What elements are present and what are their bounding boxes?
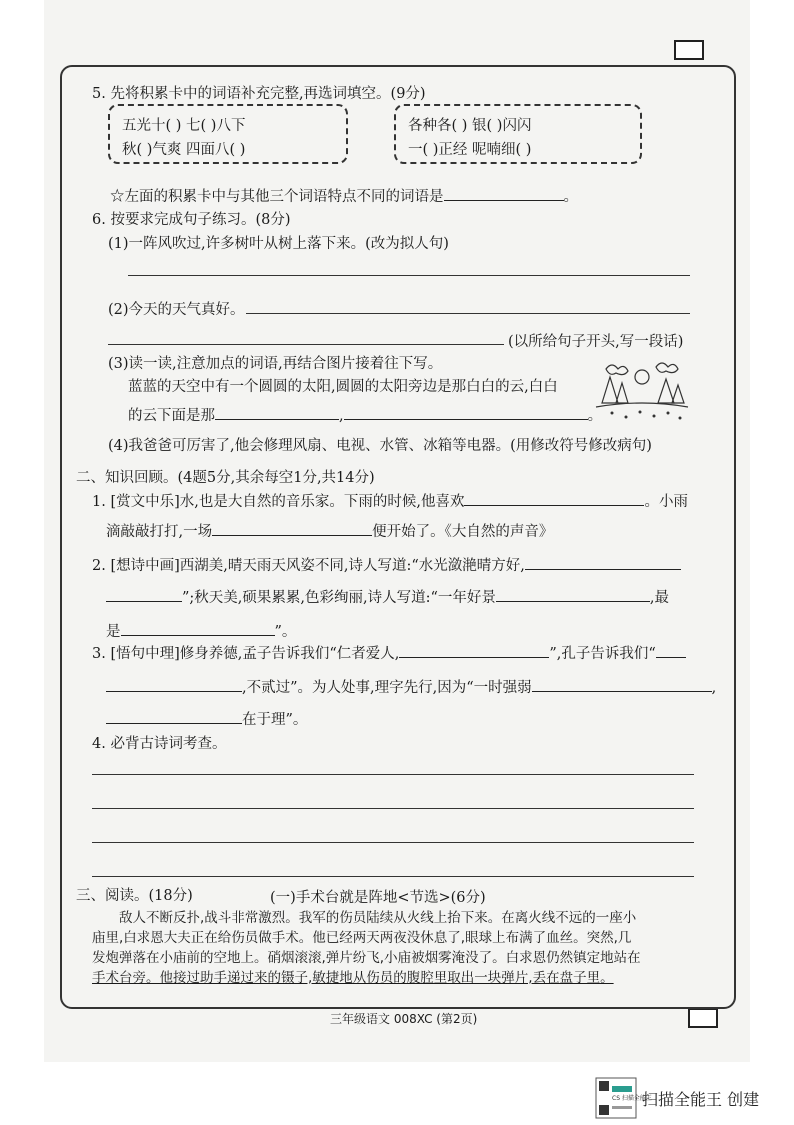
reading-passage (92, 908, 698, 988)
s2-q3-line3 (106, 708, 307, 729)
q6-s3-comma: , (339, 408, 344, 424)
s2-q2-blank-2[interactable] (106, 587, 182, 602)
s2-q2-blank-3[interactable] (496, 587, 650, 602)
s2-q3-c: ,不贰过”。为人处事,理字先行,因为“一时强弱 (242, 680, 532, 696)
s2-q2-blank-4[interactable] (121, 621, 275, 636)
q6-s3-end: 。 (587, 408, 603, 424)
s2-q3-blank-5[interactable] (106, 709, 242, 724)
s2-q3-b: ”,孔子告诉我们“ (549, 646, 656, 662)
word-card-left (108, 104, 348, 164)
section3-subtitle: (一)手术台就是阵地<节选>(6分) (270, 890, 486, 906)
q5-task-end: 。 (563, 189, 578, 205)
q5-task (110, 185, 578, 206)
s2-q4: 4. 必背古诗词考查。 (92, 736, 227, 752)
s2-q3-line2 (106, 676, 716, 697)
word-card-right (394, 104, 642, 164)
s2-q1-line2 (106, 520, 553, 541)
s2-q3-e: 在于理”。 (242, 712, 308, 728)
q6-s1-answer-line[interactable] (128, 275, 690, 276)
q6-s3-line2 (128, 404, 602, 425)
tree-shape-3 (658, 379, 674, 403)
s2-q2-a: 2. [想诗中画]西湖美,晴天雨天风姿不同,诗人写道:“水光潋滟晴方好, (92, 558, 525, 574)
s2-q2-c: ,最 (649, 590, 670, 606)
s2-q3-blank-1[interactable] (399, 643, 549, 658)
s2-q3-blank-4[interactable] (532, 677, 712, 692)
s2-q4-line-3[interactable] (92, 842, 694, 843)
reading-line-3: 发炮弹落在小庙前的空地上。硝烟滚滚,弹片纷飞,小庙被烟雾淹没了。白求恩仍然镇定地站在 (92, 950, 641, 966)
card-left-row-1: 五光十( ) 七( )八下 (122, 118, 246, 134)
q6-s3-prefix: 的云下面是那 (128, 408, 215, 424)
q6-s3-blank-2[interactable] (344, 405, 588, 420)
s2-q1-b: 。小雨 (644, 494, 688, 510)
s2-q2-line1 (92, 554, 681, 575)
s2-q1-blank-2[interactable] (212, 521, 372, 536)
scanner-logo-icon (596, 1078, 652, 1118)
s2-q1-d: 便开始了。《大自然的声音》 (372, 524, 554, 540)
s2-q3-blank-2[interactable] (656, 643, 686, 658)
ground-line (596, 403, 688, 407)
q6-s3-blank-1[interactable] (215, 405, 339, 420)
q6-s1: (1)一阵风吹过,许多树叶从树上落下来。(改为拟人句) (108, 236, 449, 252)
svg-text:CS 扫描全能王: CS 扫描全能王 (612, 1095, 652, 1102)
cloud-shape-right (656, 363, 678, 373)
q6-s2-answer-line-2[interactable] (108, 344, 504, 345)
s2-q3-line1 (92, 642, 686, 663)
s2-q3-blank-3[interactable] (106, 677, 242, 692)
s2-q4-line-2[interactable] (92, 808, 694, 809)
score-box-bottom (688, 1008, 718, 1028)
section3-title: 三、阅读。(18分) (76, 888, 193, 904)
s2-q2-e: ”。 (274, 624, 297, 640)
s2-q4-line-4[interactable] (92, 876, 694, 877)
score-box-top (674, 40, 704, 60)
section2-title: 二、知识回顾。(4题5分,其余每空1分,共14分) (76, 470, 375, 486)
q6-s4: (4)我爸爸可厉害了,他会修理风扇、电视、水管、冰箱等电器。(用修改符号修改病句) (108, 438, 652, 454)
card-left-row-2: 秋( )气爽 四面八( ) (122, 142, 246, 158)
s2-q2-d: 是 (106, 624, 121, 640)
reading-line-4: 手术台旁。他接过助手递过来的镊子,敏捷地从伤员的腹腔里取出一块弹片,丢在盘子里。 (92, 970, 614, 986)
s2-q3-d: , (711, 680, 717, 696)
landscape-illustration (592, 355, 692, 425)
s2-q4-line-1[interactable] (92, 774, 694, 775)
scanner-watermark (596, 1078, 759, 1118)
s2-q2-b: ”;秋天美,硕果累累,色彩绚丽,诗人写道:“一年好景 (182, 590, 496, 606)
s2-q2-line2 (106, 586, 669, 607)
tree-shape-1 (602, 377, 618, 403)
reading-line-2: 庙里,白求恩大夫正在给伤员做手术。他已经两天两夜没休息了,眼球上布满了血丝。突然,几 (92, 930, 632, 946)
tree-shape-4 (672, 385, 684, 403)
s2-q1-a: 1. [赏文中乐]水,也是大自然的音乐家。下雨的时候,他喜欢 (92, 494, 465, 510)
scanner-watermark-text: 扫描全能王 创建 (642, 1089, 760, 1109)
page-footer: 三年级语文 008XC (第2页) (330, 1012, 478, 1026)
s2-q3-a: 3. [悟句中理]修身养德,孟子告诉我们“仁者爱人, (92, 646, 400, 662)
q6-s3: (3)读一读,注意加点的词语,再结合图片接着往下写。 (108, 356, 443, 372)
q6-title: 6. 按要求完成句子练习。(8分) (92, 212, 291, 228)
q6-s2-note: (以所给句子开头,写一段话) (508, 334, 684, 350)
tree-shape-2 (616, 383, 628, 403)
card-right-row-1: 各种各( ) 银( )闪闪 (408, 118, 532, 134)
s2-q1-blank-1[interactable] (464, 491, 644, 506)
cloud-shape-left (606, 365, 628, 375)
q5-task-text: ☆左面的积累卡中与其他三个词语特点不同的词语是 (110, 189, 444, 205)
q5-answer-blank[interactable] (444, 186, 564, 201)
s2-q2-line3 (106, 620, 296, 641)
q6-s2: (2)今天的天气真好。 (108, 302, 245, 318)
s2-q1-c: 滴敲敲打打,一场 (106, 524, 213, 540)
reading-line-1: 敌人不断反扑,战斗非常激烈。我军的伤员陆续从火线上抬下来。在离火线不远的一座小 (119, 910, 637, 926)
q6-s3-line1: 蓝蓝的天空中有一个圆圆的太阳,圆圆的太阳旁边是那白白的云,白白 (128, 379, 558, 395)
s2-q1-line1 (92, 490, 688, 511)
card-right-row-2: 一( )正经 呢喃细( ) (408, 142, 532, 158)
sun-shape (635, 370, 649, 384)
s2-q2-blank-1[interactable] (525, 555, 681, 570)
q6-s2-answer-line-1[interactable] (246, 313, 690, 314)
q5-title: 5. 先将积累卡中的词语补充完整,再选词填空。(9分) (92, 86, 426, 102)
